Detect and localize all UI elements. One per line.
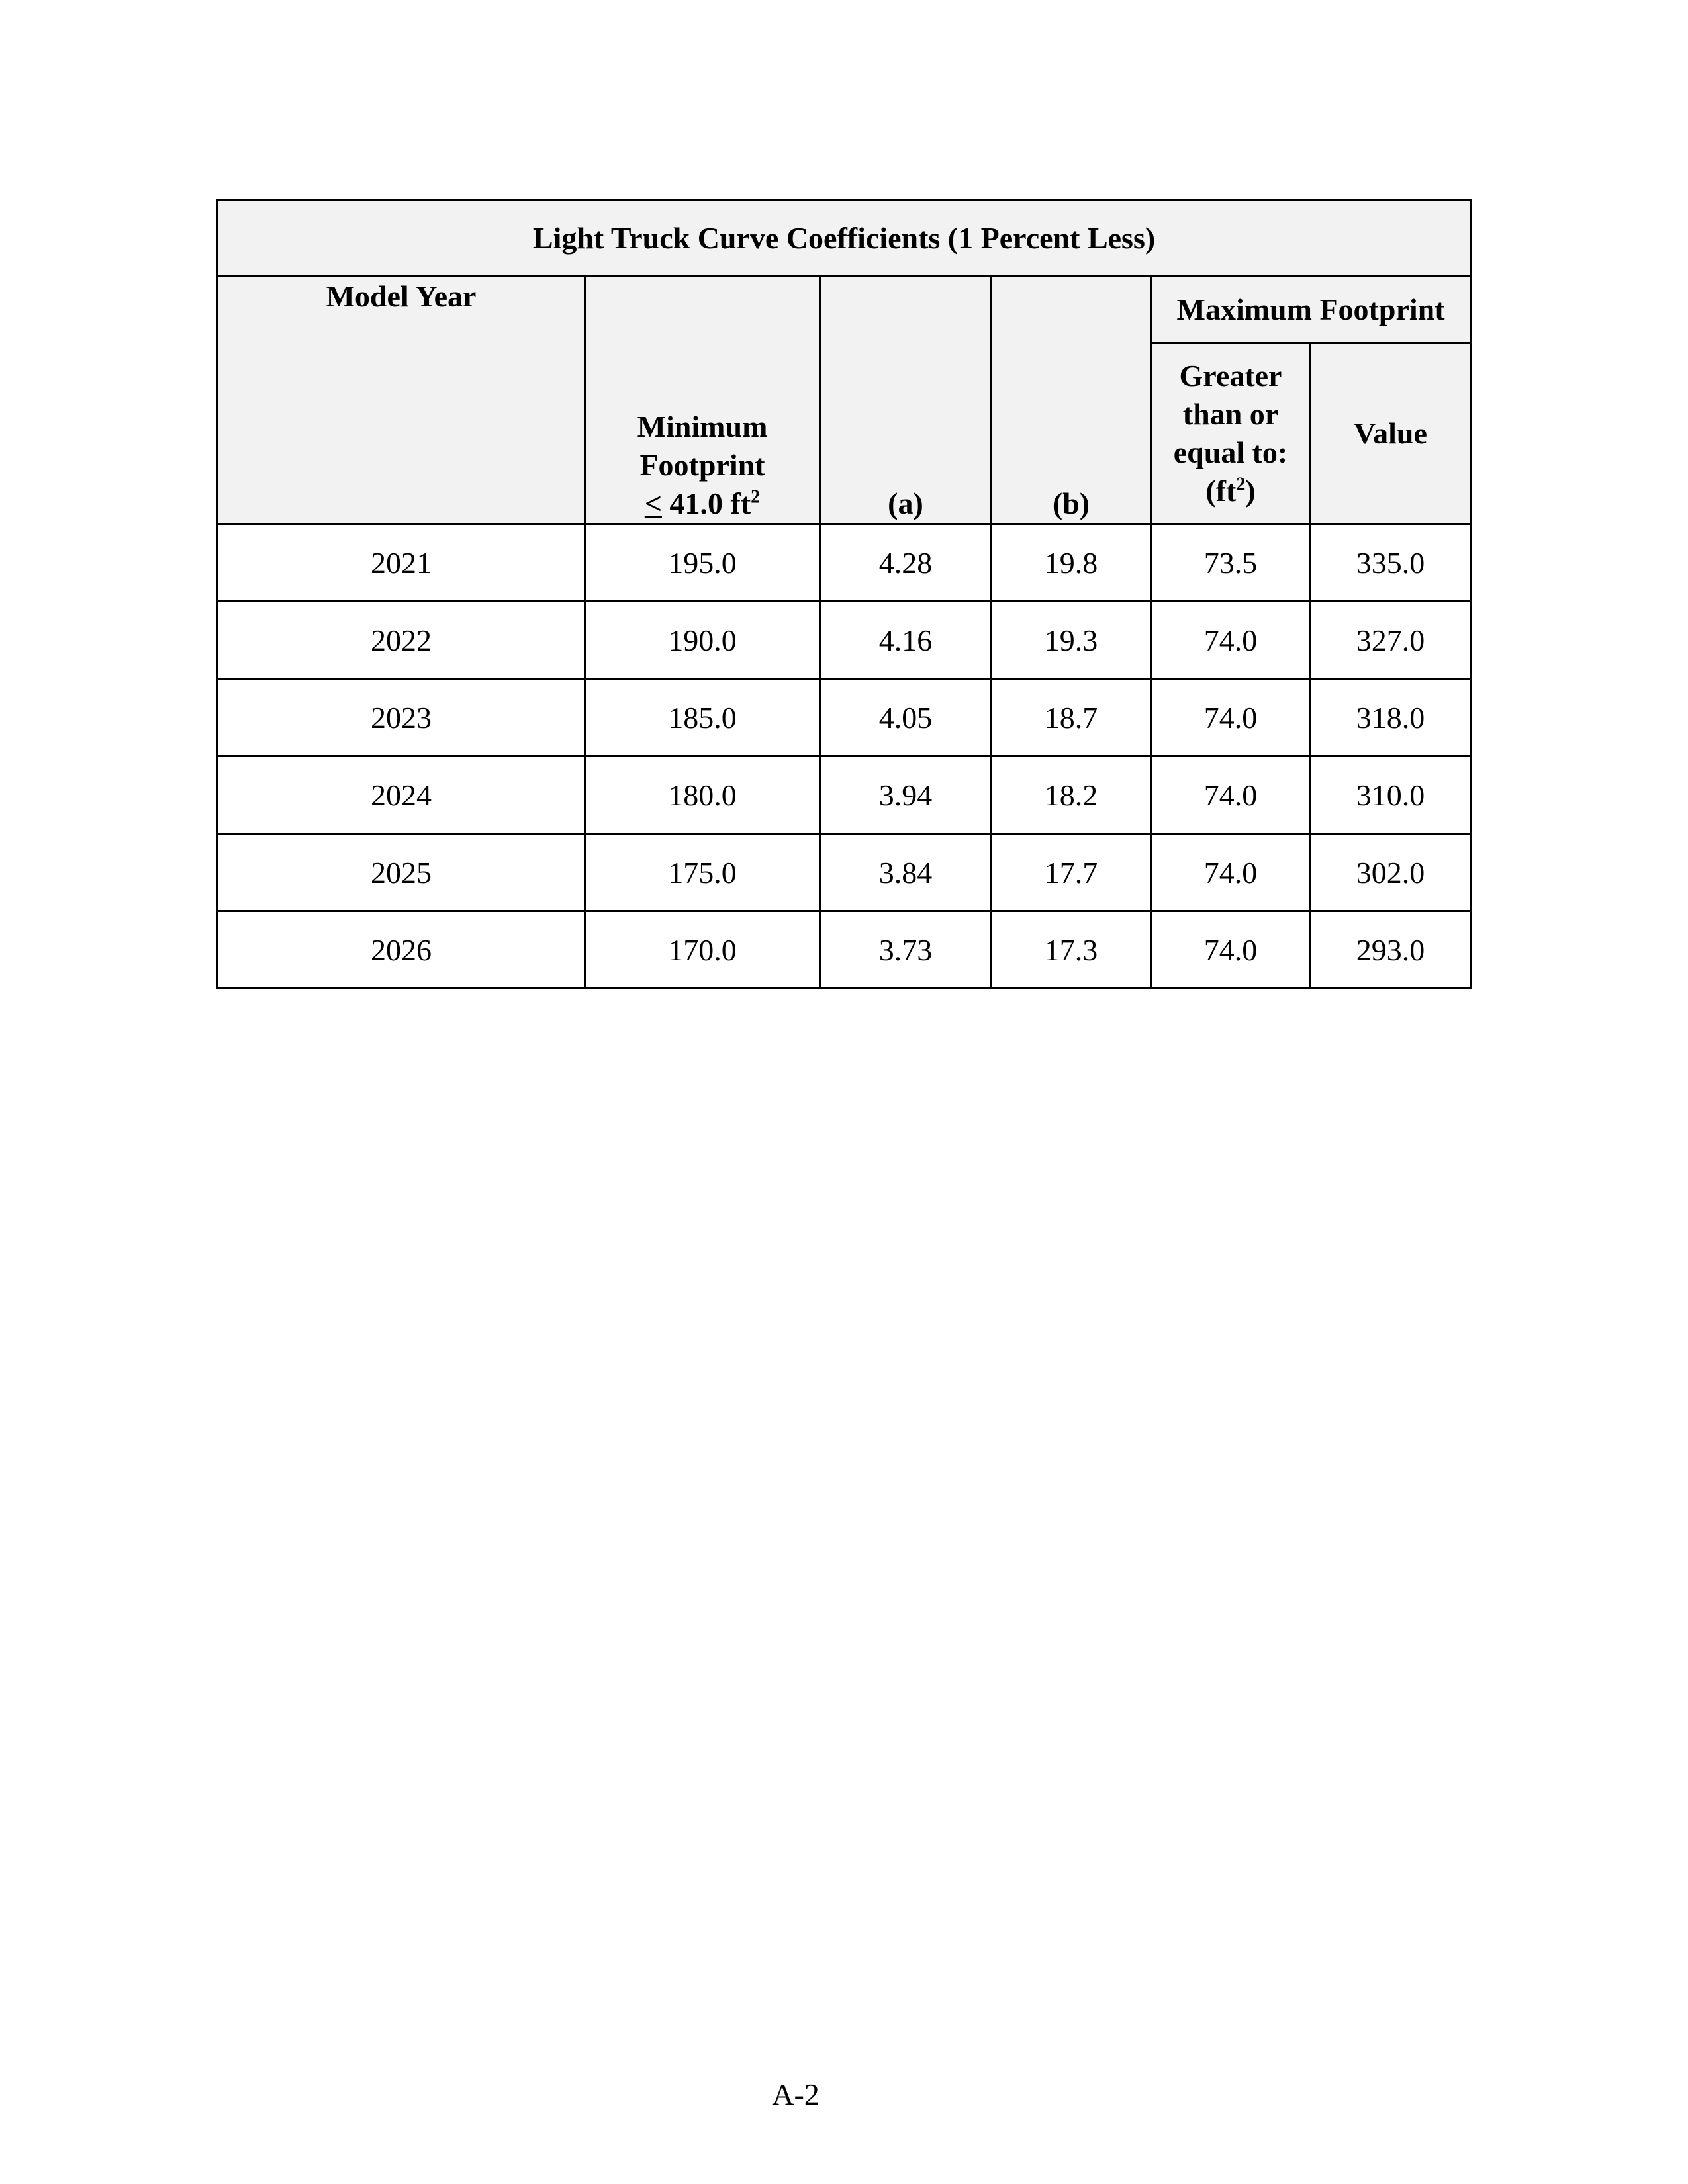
cell-min-footprint: 170.0 (585, 911, 820, 989)
header-maximum-footprint: Maximum Footprint (1151, 277, 1471, 343)
cell-value: 302.0 (1311, 834, 1471, 911)
cell-gte: 74.0 (1151, 602, 1311, 679)
table-title: Light Truck Curve Coefficients (1 Percent Less) (218, 200, 1471, 277)
header-min-footprint-line2: Footprint (639, 448, 765, 482)
cell-gte: 74.0 (1151, 756, 1311, 834)
cell-b: 17.3 (992, 911, 1151, 989)
table-row (218, 756, 1471, 834)
header-gte-line3: equal to: (1173, 435, 1288, 469)
header-b: (b) (992, 277, 1151, 524)
table-row (218, 911, 1471, 989)
table-row (218, 602, 1471, 679)
cell-value: 335.0 (1311, 524, 1471, 602)
cell-a: 4.05 (820, 679, 992, 756)
cell-a: 4.28 (820, 524, 992, 602)
header-model-year: Model Year (218, 277, 585, 524)
cell-model-year: 2021 (218, 524, 585, 602)
table-row (218, 679, 1471, 756)
cell-min-footprint: 190.0 (585, 602, 820, 679)
header-min-footprint-line1: Minimum (637, 410, 768, 443)
cell-b: 17.7 (992, 834, 1151, 911)
cell-min-footprint: 180.0 (585, 756, 820, 834)
coefficients-table (216, 199, 1472, 989)
cell-b: 19.3 (992, 602, 1151, 679)
cell-b: 18.7 (992, 679, 1151, 756)
cell-gte: 73.5 (1151, 524, 1311, 602)
cell-model-year: 2024 (218, 756, 585, 834)
header-row-1 (218, 277, 1471, 343)
cell-min-footprint: 175.0 (585, 834, 820, 911)
header-greater-than-or-equal (1151, 343, 1311, 524)
cell-a: 4.16 (820, 602, 992, 679)
cell-b: 19.8 (992, 524, 1151, 602)
header-value: Value (1311, 343, 1471, 524)
cell-min-footprint: 195.0 (585, 524, 820, 602)
header-gte-unit-open: (ft (1205, 474, 1237, 508)
page-number: A-2 (772, 2077, 820, 2111)
table-row (218, 834, 1471, 911)
cell-value: 310.0 (1311, 756, 1471, 834)
header-gte-line2: than or (1182, 397, 1279, 431)
header-gte-unit-close: ) (1245, 474, 1256, 508)
table-title-row (218, 200, 1471, 277)
cell-gte: 74.0 (1151, 834, 1311, 911)
cell-model-year: 2025 (218, 834, 585, 911)
header-min-footprint-value: 41.0 ft (662, 486, 751, 520)
header-min-footprint-sup: 2 (751, 486, 761, 508)
header-a: (a) (820, 277, 992, 524)
header-gte-unit-sup: 2 (1236, 474, 1246, 495)
cell-model-year: 2022 (218, 602, 585, 679)
cell-b: 18.2 (992, 756, 1151, 834)
cell-a: 3.73 (820, 911, 992, 989)
header-gte-line1: Greater (1179, 359, 1282, 392)
cell-gte: 74.0 (1151, 911, 1311, 989)
cell-a: 3.84 (820, 834, 992, 911)
cell-a: 3.94 (820, 756, 992, 834)
cell-min-footprint: 185.0 (585, 679, 820, 756)
cell-value: 293.0 (1311, 911, 1471, 989)
cell-model-year: 2023 (218, 679, 585, 756)
cell-model-year: 2026 (218, 911, 585, 989)
less-equal-symbol: < (644, 486, 663, 520)
coefficients-table-container (216, 199, 1470, 989)
table-row (218, 524, 1471, 602)
cell-value: 327.0 (1311, 602, 1471, 679)
header-minimum-footprint (585, 277, 820, 524)
cell-value: 318.0 (1311, 679, 1471, 756)
cell-gte: 74.0 (1151, 679, 1311, 756)
